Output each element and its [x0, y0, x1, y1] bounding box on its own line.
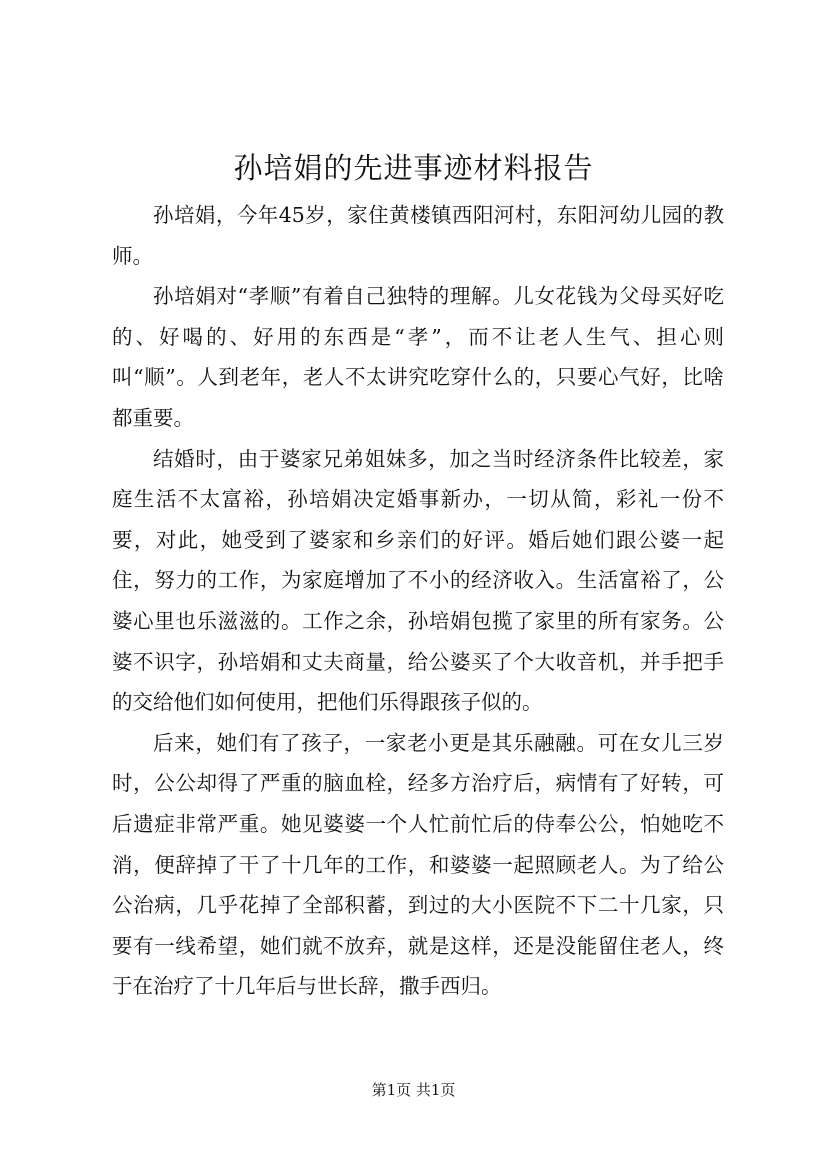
- paragraph-filial-piety: 孙培娟对“孝顺”有着自己独特的理解。儿女花钱为父母买好吃的、好喝的、好用的东西是“孝”，而不让老人生气、担心则叫“顺”。人到老年，老人不太讲究吃穿什么的，只要心气好，比啥都重要。: [112, 284, 724, 430]
- paragraph-caregiving: 后来，她们有了孩子，一家老小更是其乐融融。可在女儿三岁时，公公却得了严重的脑血栓，经多方治疗后，病情有了好转，可后遗症非常严重。她见婆婆一个人忙前忙后的侍奉公公，怕她吃不消，便辞掉了干了十几年的工作，和婆婆一起照顾老人。为了给公公治病，几乎花掉了全部积蓄，到过的大小医院不下二十几家，只要有一线希望，她们就不放弃，就是这样，还是没能留住老人，终于在治疗了十几年后与世长辞，撒手西归。: [112, 730, 724, 999]
- document-body: [112, 195, 724, 1007]
- page-footer: 第1页 共1页: [371, 1081, 456, 1099]
- document-title: 孙培娟的先进事迹材料报告: [233, 151, 594, 185]
- paragraph-intro: 孙培娟，今年45岁，家住黄楼镇西阳河村，东阳河幼儿园的教师。: [112, 203, 724, 268]
- paragraph-marriage: 结婚时，由于婆家兄弟姐妹多，加之当时经济条件比较差，家庭生活不太富裕，孙培娟决定婚事新办，一切从简，彩礼一份不要，对此，她受到了婆家和乡亲们的好评。婚后她们跟公婆一起住，努力的工作，为家庭增加了不小的经济收入。生活富裕了，公婆心里也乐滋滋的。工作之余，孙培娟包揽了家里的所有家务。公婆不识字，孙培娟和丈夫商量，给公婆买了个大收音机，并手把手的交给他们如何使用，把他们乐得跟孩子似的。: [112, 446, 724, 715]
